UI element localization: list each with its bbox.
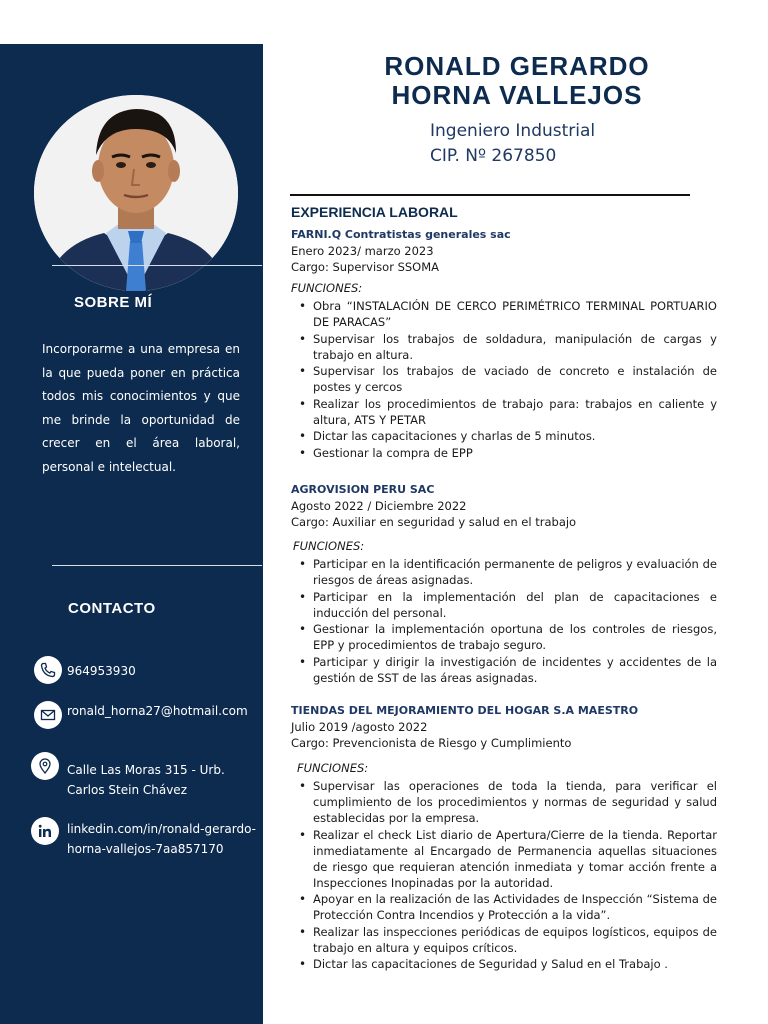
duties-list [291,556,717,686]
job-dates: Agosto 2022 / Diciembre 2022 [291,499,467,513]
duty-item: • Supervisar las operaciones de toda la tienda, para verificar el cumplimiento de los procedimientos y normas de seguridad y salud establecidas por la empresa. [291,778,717,826]
duty-item: • Dictar las capacitaciones de Seguridad y Salud en el Trabajo . [291,956,717,972]
header-divider [290,194,690,196]
job-role: Cargo: Supervisor SSOMA [291,260,440,274]
duty-item: • Realizar las inspecciones periódicas de equipos logísticos, equipos de trabajo en altura y equipos críticos. [291,924,717,956]
job-entry [291,482,717,686]
name-line-1: RONALD GERARDO [384,51,650,81]
name-line-2: HORNA VALLEJOS [391,80,643,110]
linkedin-icon [31,817,59,845]
phone-icon [34,656,62,684]
about-text: Incorporarme a una empresa en la que pueda poner en práctica todos mis conocimientos y que me brinde la oportunidad de crecer en el área laboral, personal e intelectual. [42,342,240,474]
job-dates: Julio 2019 /agosto 2022 [291,720,428,734]
sidebar [0,44,263,1024]
experience-heading: EXPERIENCIA LABORAL [291,204,458,220]
duty-item: • Participar en la implementación del plan de capacitaciones e inducción del personal. [291,589,717,621]
duty-item: • Participar y dirigir la investigación de incidentes y accidentes de la gestión de SST de las áreas asignadas. [291,654,717,686]
duty-item: • Supervisar los trabajos de soldadura, manipulación de cargas y trabajo en altura. [291,331,717,363]
job-role: Cargo: Auxiliar en seguridad y salud en el trabajo [291,515,577,529]
job-role: Cargo: Prevencionista de Riesgo y Cumplimiento [291,736,572,750]
phone-text[interactable]: 964953930 [67,664,136,678]
profile-photo [34,95,238,291]
job-entry [291,227,717,461]
sidebar-divider [52,565,262,566]
about-heading: SOBRE MÍ [74,294,153,311]
company-name: FARNI.Q Contratistas generales sac [291,228,511,241]
linkedin-link[interactable]: linkedin.com/in/ronald-gerardo-horna-vallejos-7aa857170 [67,822,256,856]
duties-list [291,778,717,972]
duty-item: • Dictar las capacitaciones y charlas de 5 minutos. [291,428,717,444]
duty-item: • Participar en la identificación permanente de peligros y evaluación de riesgos de áreas asignadas. [291,556,717,588]
funciones-label: FUNCIONES: [293,539,365,553]
company-name: TIENDAS DEL MEJORAMIENTO DEL HOGAR S.A MAESTRO [291,704,639,717]
address-text: Calle Las Moras 315 - Urb. Carlos Stein Chávez [67,763,225,797]
location-icon [31,752,59,780]
duty-item: • Supervisar los trabajos de vaciado de concreto e instalación de postes y cercos [291,363,717,395]
funciones-label: FUNCIONES: [291,281,363,295]
full-name [270,52,764,110]
profile-photo-illustration [34,95,238,291]
contact-heading: CONTACTO [68,600,156,617]
job-dates: Enero 2023/ marzo 2023 [291,244,434,258]
funciones-label: FUNCIONES: [297,761,369,775]
duty-item: • Realizar los procedimientos de trabajo para: trabajos en caliente y altura, ATS Y PETAR [291,396,717,428]
duty-item: • Realizar el check List diario de Apertura/Cierre de la tienda. Reportar inmediatamente al Encargado de Permanencia aquellas situaciones de riesgo que requieran atención inmediata y tomar acción frente a Inspecciones Inopinadas por la autoridad. [291,827,717,891]
duty-item: • Gestionar la compra de EPP [291,445,717,461]
duty-item: • Gestionar la implementación oportuna de los controles de riesgos, EPP y procedimientos de trabajo seguro. [291,621,717,653]
duties-list [291,298,717,461]
duty-item: • Obra “INSTALACIÓN DE CERCO PERIMÉTRICO TERMINAL PORTUARIO DE PARACAS” [291,298,717,330]
company-name: AGROVISION PERU SAC [291,483,435,496]
profession: Ingeniero Industrial [430,121,596,141]
sidebar-divider [52,265,262,266]
email-icon [34,701,62,729]
job-entry [291,703,717,973]
cip-number: CIP. Nº 267850 [430,146,557,166]
duty-item: • Apoyar en la realización de las Actividades de Inspección “Sistema de Protección Contra Incendios y Protección a la vida”. [291,891,717,923]
email-text[interactable]: ronald_horna27@hotmail.com [67,704,248,718]
